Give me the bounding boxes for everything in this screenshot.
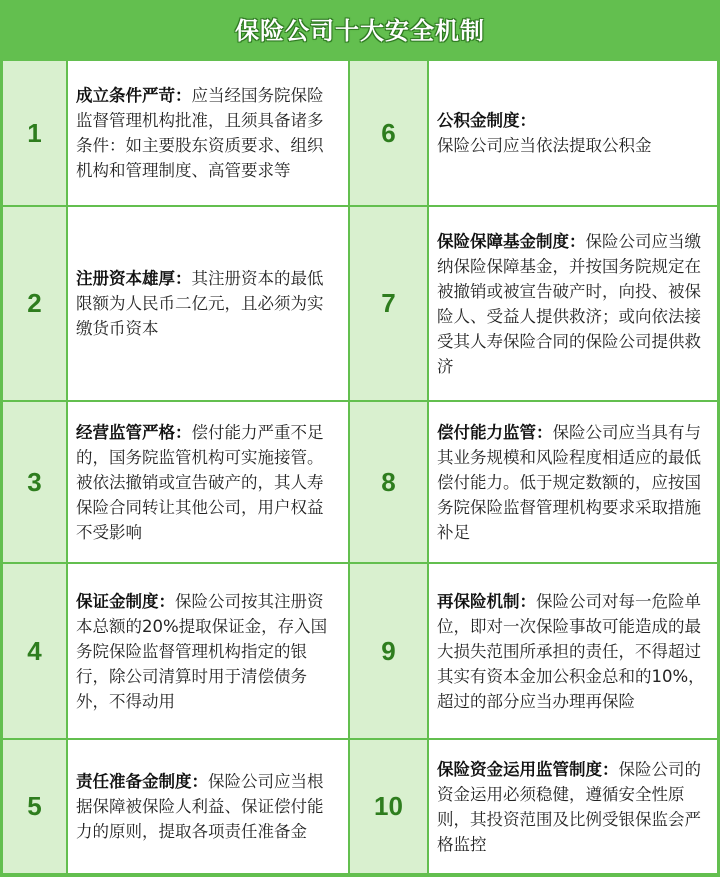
row-number: 8 — [350, 402, 427, 562]
mechanism-cell — [429, 402, 717, 562]
mechanism-cell — [68, 402, 348, 562]
row-number: 1 — [3, 61, 66, 205]
mechanism-cell — [429, 61, 717, 205]
title-bar — [0, 0, 720, 57]
table-row — [0, 207, 720, 400]
mechanism-description: 保险公司应当根据保障被保险人利益、保证偿付能力的原则，提取各项责任准备金 — [76, 772, 324, 841]
row-number: 7 — [350, 207, 427, 400]
table-row — [0, 402, 720, 562]
mechanism-cell — [68, 61, 348, 205]
mechanism-cell — [429, 207, 717, 400]
mechanism-term: 公积金制度： — [437, 111, 536, 130]
mechanism-term: 保险保障基金制度： — [437, 231, 586, 251]
mechanism-term: 再保险机制： — [437, 591, 536, 611]
mechanism-term: 保险资金运用监管制度： — [437, 759, 619, 779]
mechanism-description: 保险公司的资金运用必须稳健，遵循安全性原则，其投资范围及比例受银保监会严格监控 — [437, 759, 701, 854]
mechanism-cell — [429, 564, 717, 738]
mechanism-term: 成立条件严苛： — [76, 86, 192, 105]
mechanism-term: 责任准备金制度： — [76, 772, 208, 791]
mechanism-term: 保证金制度： — [76, 591, 175, 611]
mechanism-description: 保险公司应当具有与其业务规模和风险程度相适应的最低偿付能力。低于规定数额的，应按国务院保险监督管理机构要求采取措施补足 — [437, 422, 701, 542]
table-row — [0, 61, 720, 205]
mechanism-description: 保险公司应当依法提取公积金 — [437, 136, 652, 155]
mechanism-description: 保险公司按其注册资本总额的20%提取保证金，存入国务院保险监督管理机构指定的银行，除公司清算时用于清偿债务外，不得动用 — [76, 591, 328, 711]
mechanism-description: 保险公司应当缴纳保险保障基金，并按国务院规定在被撤销或被宣告破产时，向投、被保险人、受益人提供救济；或向依法接受其人寿保险合同的保险公司提供救济 — [437, 231, 701, 376]
row-number: 10 — [350, 740, 427, 873]
row-number: 5 — [3, 740, 66, 873]
mechanism-description: 偿付能力严重不足的，国务院监管机构可实施接管。被依法撤销或宣告破产的，其人寿保险合同转让其他公司，用户权益不受影响 — [76, 422, 324, 542]
mechanism-description: 其注册资本的最低限额为人民币二亿元，且必须为实缴货币资本 — [76, 269, 324, 338]
mechanism-description: 保险公司对每一危险单位，即对一次保险事故可能造成的最大损失范围所承担的责任，不得超过其实有资本金加公积金总和的10%，超过的部分应当办理再保险 — [437, 591, 705, 711]
table-row — [0, 564, 720, 738]
mechanism-term: 经营监管严格： — [76, 422, 192, 442]
row-number: 3 — [3, 402, 66, 562]
mechanism-description: 应当经国务院保险监督管理机构批准，且须具备诸多条件：如主要股东资质要求、组织机构和管理制度、高管要求等 — [76, 86, 324, 180]
table-row — [0, 740, 720, 873]
row-number: 9 — [350, 564, 427, 738]
mechanism-term: 偿付能力监管： — [437, 422, 553, 442]
mechanism-cell — [68, 564, 348, 738]
mechanism-cell — [68, 740, 348, 873]
mechanism-cell — [68, 207, 348, 400]
mechanism-term: 注册资本雄厚： — [76, 269, 192, 288]
row-number: 2 — [3, 207, 66, 400]
row-number: 6 — [350, 61, 427, 205]
table-grid — [0, 57, 720, 877]
mechanism-cell — [429, 740, 717, 873]
row-number: 4 — [3, 564, 66, 738]
page-title: 保险公司十大安全机制 — [235, 17, 485, 45]
